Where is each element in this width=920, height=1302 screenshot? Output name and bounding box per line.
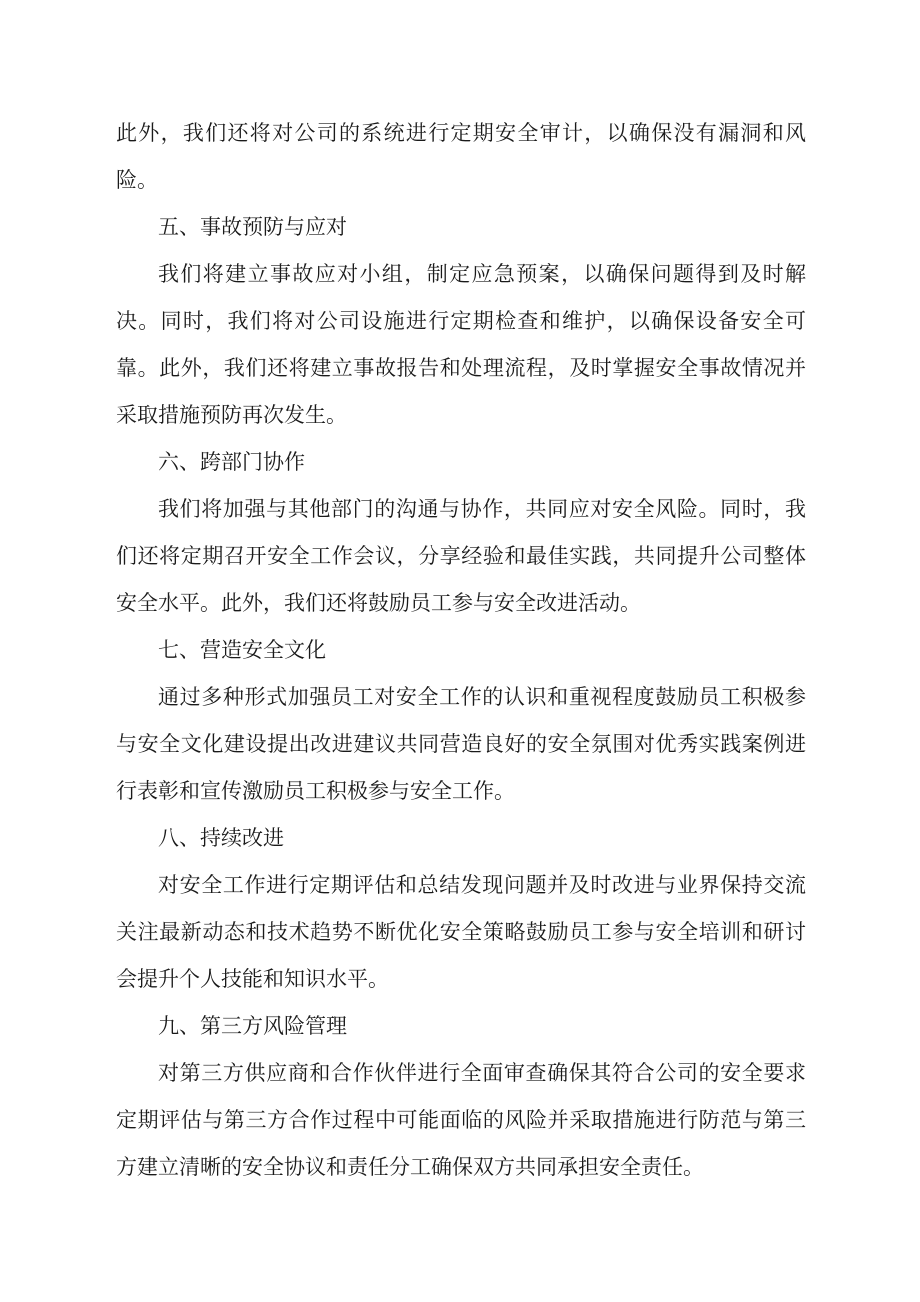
paragraph-section-6: 我们将加强与其他部门的沟通与协作，共同应对安全风险。同时，我们还将定期召开安全工作会议，分享经验和最佳实践，共同提升公司整体安全水平。此外，我们还将鼓励员工参与安全改进活动。 [116,497,806,615]
paragraph-section-5: 我们将建立事故应对小组，制定应急预案，以确保问题得到及时解决。同时，我们将对公司设施进行定期检查和维护，以确保设备安全可靠。此外，我们还将建立事故报告和处理流程，及时掌握安全事故情况并采取措施预防再次发生。 [116,262,806,427]
paragraph-continuation: 此外，我们还将对公司的系统进行定期安全审计，以确保没有漏洞和风险。 [116,121,806,192]
paragraph-section-9: 对第三方供应商和合作伙伴进行全面审查确保其符合公司的安全要求定期评估与第三方合作过程中可能面临的风险并采取措施进行防范与第三方建立清晰的安全协议和责任分工确保双方共同承担安全责任。 [116,1061,806,1179]
section-heading-8: 八、持续改进 [158,826,284,850]
paragraph-section-8: 对安全工作进行定期评估和总结发现问题并及时改进与业界保持交流关注最新动态和技术趋势不断优化安全策略鼓励员工参与安全培训和研讨会提升个人技能和知识水平。 [116,873,806,991]
section-heading-9: 九、第三方风险管理 [158,1014,347,1038]
section-heading-5: 五、事故预防与应对 [158,215,347,239]
section-heading-7: 七、营造安全文化 [158,638,326,662]
paragraph-section-7: 通过多种形式加强员工对安全工作的认识和重视程度鼓励员工积极参与安全文化建设提出改进建议共同营造良好的安全氛围对优秀实践案例进行表彰和宣传激励员工积极参与安全工作。 [116,685,806,803]
document-body [116,110,806,1191]
section-heading-6: 六、跨部门协作 [158,450,305,474]
